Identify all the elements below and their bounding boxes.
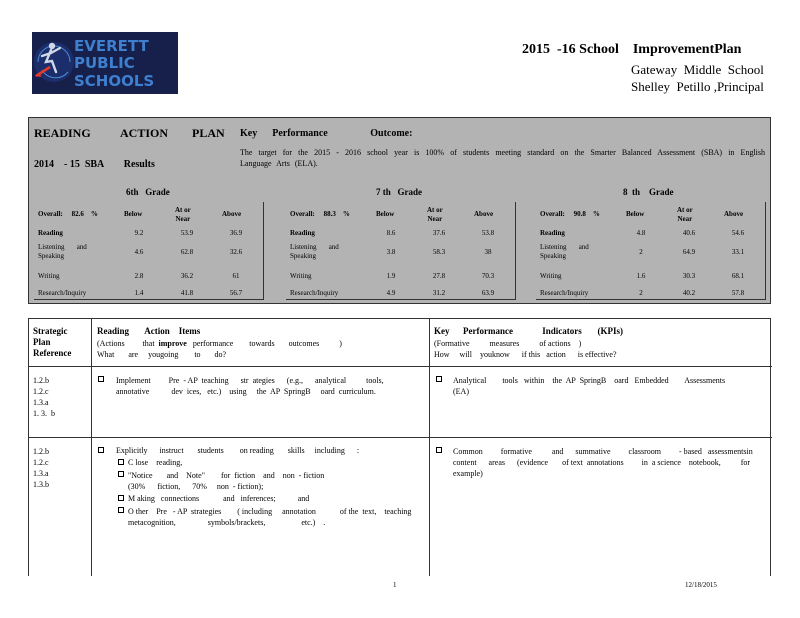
row1-plan-refs: 1.2.b 1.2.c 1.3.a 1. 3. b: [33, 376, 55, 418]
score-row-label: Listening and Speaking: [290, 243, 339, 260]
below-value: 1.9: [386, 272, 396, 280]
below-value: 2: [639, 248, 643, 256]
col-near-header: At or Near: [427, 206, 443, 223]
below-value: 1.4: [134, 289, 144, 297]
above-value: 61: [232, 272, 240, 280]
score-row-label: Listening and Speaking: [540, 243, 589, 260]
above-value: 70.3: [481, 272, 495, 280]
above-value: 33.1: [731, 248, 745, 256]
checkbox-icon: [118, 495, 124, 501]
row2-sub-item: M aking connections and inferences; and: [128, 494, 310, 503]
reading-action-items-header: Reading Action Items: [97, 326, 201, 336]
below-value: 4.6: [134, 248, 144, 256]
score-row-label: Listening and Speaking: [38, 243, 87, 260]
grade-title: 6th Grade: [126, 187, 170, 197]
action-items-question: What are yougoing to do?: [97, 350, 227, 359]
score-row-label: Reading: [290, 229, 315, 237]
score-row-label: Reading: [540, 229, 565, 237]
near-value: 27.8: [432, 272, 446, 280]
score-row-label: Research/Inquiry: [38, 289, 87, 297]
below-value: 1.6: [636, 272, 646, 280]
row2-sub-item: C lose reading,: [128, 458, 183, 467]
score-row-label: Writing: [540, 272, 562, 280]
near-value: 53.9: [180, 229, 194, 237]
score-row-label: Reading: [38, 229, 63, 237]
principal-name: Shelley Petillo ,Principal: [631, 79, 764, 94]
target-statement: The target for the 2015 - 2016 school year is 100% of students meeting standard on the Smarter Balanced Assessment (SBA) in English Language Arts (ELA).: [240, 148, 765, 168]
near-value: 36.2: [180, 272, 194, 280]
sba-results-label: 2014 - 15 SBA Results: [34, 159, 155, 170]
col-above-header: Above: [724, 210, 744, 218]
svg-text:PUBLIC: PUBLIC: [74, 54, 135, 72]
col-above-header: Above: [222, 210, 242, 218]
col-near-header: At or Near: [677, 206, 693, 223]
below-value: 4.9: [386, 289, 396, 297]
checkbox-icon: [98, 376, 104, 382]
col-below-header: Below: [124, 210, 143, 218]
row2-sub-item: O ther Pre - AP strategies ( including annotation of the text, teaching metacognition, symbols/brackets, etc.) .: [128, 507, 412, 527]
action-items-subheader: (Actions that improve performance towards outcomes ): [97, 339, 342, 348]
overall-label: Overall: 82.6 %: [38, 210, 98, 218]
key-performance-outcome-label: Key Performance Outcome:: [240, 128, 413, 139]
col-above-header: Above: [474, 210, 494, 218]
above-value: 56.7: [229, 289, 243, 297]
above-value: 63.9: [481, 289, 495, 297]
checkbox-icon: [118, 471, 124, 477]
row1-action-item: Implement Pre - AP teaching str ategies (e.g., analytical tools, annotative dev ices, etc.) using the AP SpringB oard curriculum.: [116, 376, 384, 396]
col-below-header: Below: [376, 210, 395, 218]
below-value: 3.8: [386, 248, 396, 256]
plan-title: 2015 -16 School ImprovementPlan: [522, 42, 742, 57]
score-row-label: Writing: [38, 272, 60, 280]
above-value: 32.6: [229, 248, 243, 256]
score-row-label: Writing: [290, 272, 312, 280]
overall-label: Overall: 90.8 %: [540, 210, 600, 218]
near-value: 62.8: [180, 248, 194, 256]
kpi-header: Key Performance Indicators (KPIs): [434, 326, 623, 336]
above-value: 53.8: [481, 229, 495, 237]
everett-public-schools-logo: [32, 32, 178, 94]
below-value: 4.8: [636, 229, 646, 237]
checkbox-icon: [118, 507, 124, 513]
kpi-subheader: (Formative measures of actions ): [434, 339, 582, 348]
near-value: 58.3: [432, 248, 446, 256]
checkbox-icon: [98, 447, 104, 453]
below-value: 8.6: [386, 229, 396, 237]
above-value: 54.6: [731, 229, 745, 237]
above-value: 38: [484, 248, 492, 256]
table-bottom-border: [286, 299, 516, 300]
plan-divider-1: [91, 318, 92, 576]
kpi-question: How will youknow if this action is effective?: [434, 350, 617, 359]
row2-kpi: Common formative and summative classroom - based assessmentsin content areas (evidence of text annotations in a science notebook, for example): [453, 447, 753, 478]
below-value: 9.2: [134, 229, 144, 237]
col-below-header: Below: [626, 210, 645, 218]
table-right-border: [263, 202, 264, 299]
score-row-label: Research/Inquiry: [540, 289, 589, 297]
near-value: 64.9: [682, 248, 696, 256]
checkbox-icon: [436, 447, 442, 453]
table-right-border: [765, 202, 766, 299]
table-right-border: [515, 202, 516, 299]
svg-text:SCHOOLS: SCHOOLS: [74, 72, 155, 90]
plan-divider-2: [429, 318, 430, 576]
page-number: 1: [393, 581, 397, 589]
reading-action-plan-heading: READING ACTION PLAN: [34, 126, 225, 140]
grade-title: 7 th Grade: [376, 187, 422, 197]
footer-date: 12/18/2015: [685, 581, 717, 589]
plan-row-rule: [28, 437, 772, 438]
table-bottom-border: [34, 299, 264, 300]
below-value: 2: [639, 289, 643, 297]
row1-kpi: Analytical tools within the AP SpringB oard Embedded Assessments (EA): [453, 376, 726, 396]
col-near-header: At or Near: [175, 206, 191, 223]
near-value: 30.3: [682, 272, 696, 280]
row2-plan-refs: 1.2.b 1.2.c 1.3.a 1.3.b: [33, 447, 49, 489]
above-value: 68.1: [731, 272, 745, 280]
below-value: 2.8: [134, 272, 144, 280]
strategic-plan-reference-header: Strategic Plan Reference: [33, 326, 72, 358]
plan-header-rule: [28, 366, 772, 367]
near-value: 37.6: [432, 229, 446, 237]
school-name: Gateway Middle School: [631, 62, 764, 77]
row2-action-item: Explicitly instruct students on reading skills including :: [116, 446, 360, 455]
overall-label: Overall: 88.3 %: [290, 210, 350, 218]
near-value: 41.8: [180, 289, 194, 297]
table-bottom-border: [536, 299, 766, 300]
checkbox-icon: [118, 459, 124, 465]
near-value: 31.2: [432, 289, 446, 297]
row2-sub-item: "Notice and Note" for fiction and non - fiction (30% fiction, 70% non - fiction);: [128, 471, 325, 491]
checkbox-icon: [436, 376, 442, 382]
score-row-label: Research/Inquiry: [290, 289, 339, 297]
near-value: 40.6: [682, 229, 696, 237]
above-value: 36.9: [229, 229, 243, 237]
grade-title: 8 th Grade: [623, 187, 674, 197]
svg-text:EVERETT: EVERETT: [74, 37, 149, 55]
near-value: 40.2: [682, 289, 696, 297]
above-value: 57.8: [731, 289, 745, 297]
